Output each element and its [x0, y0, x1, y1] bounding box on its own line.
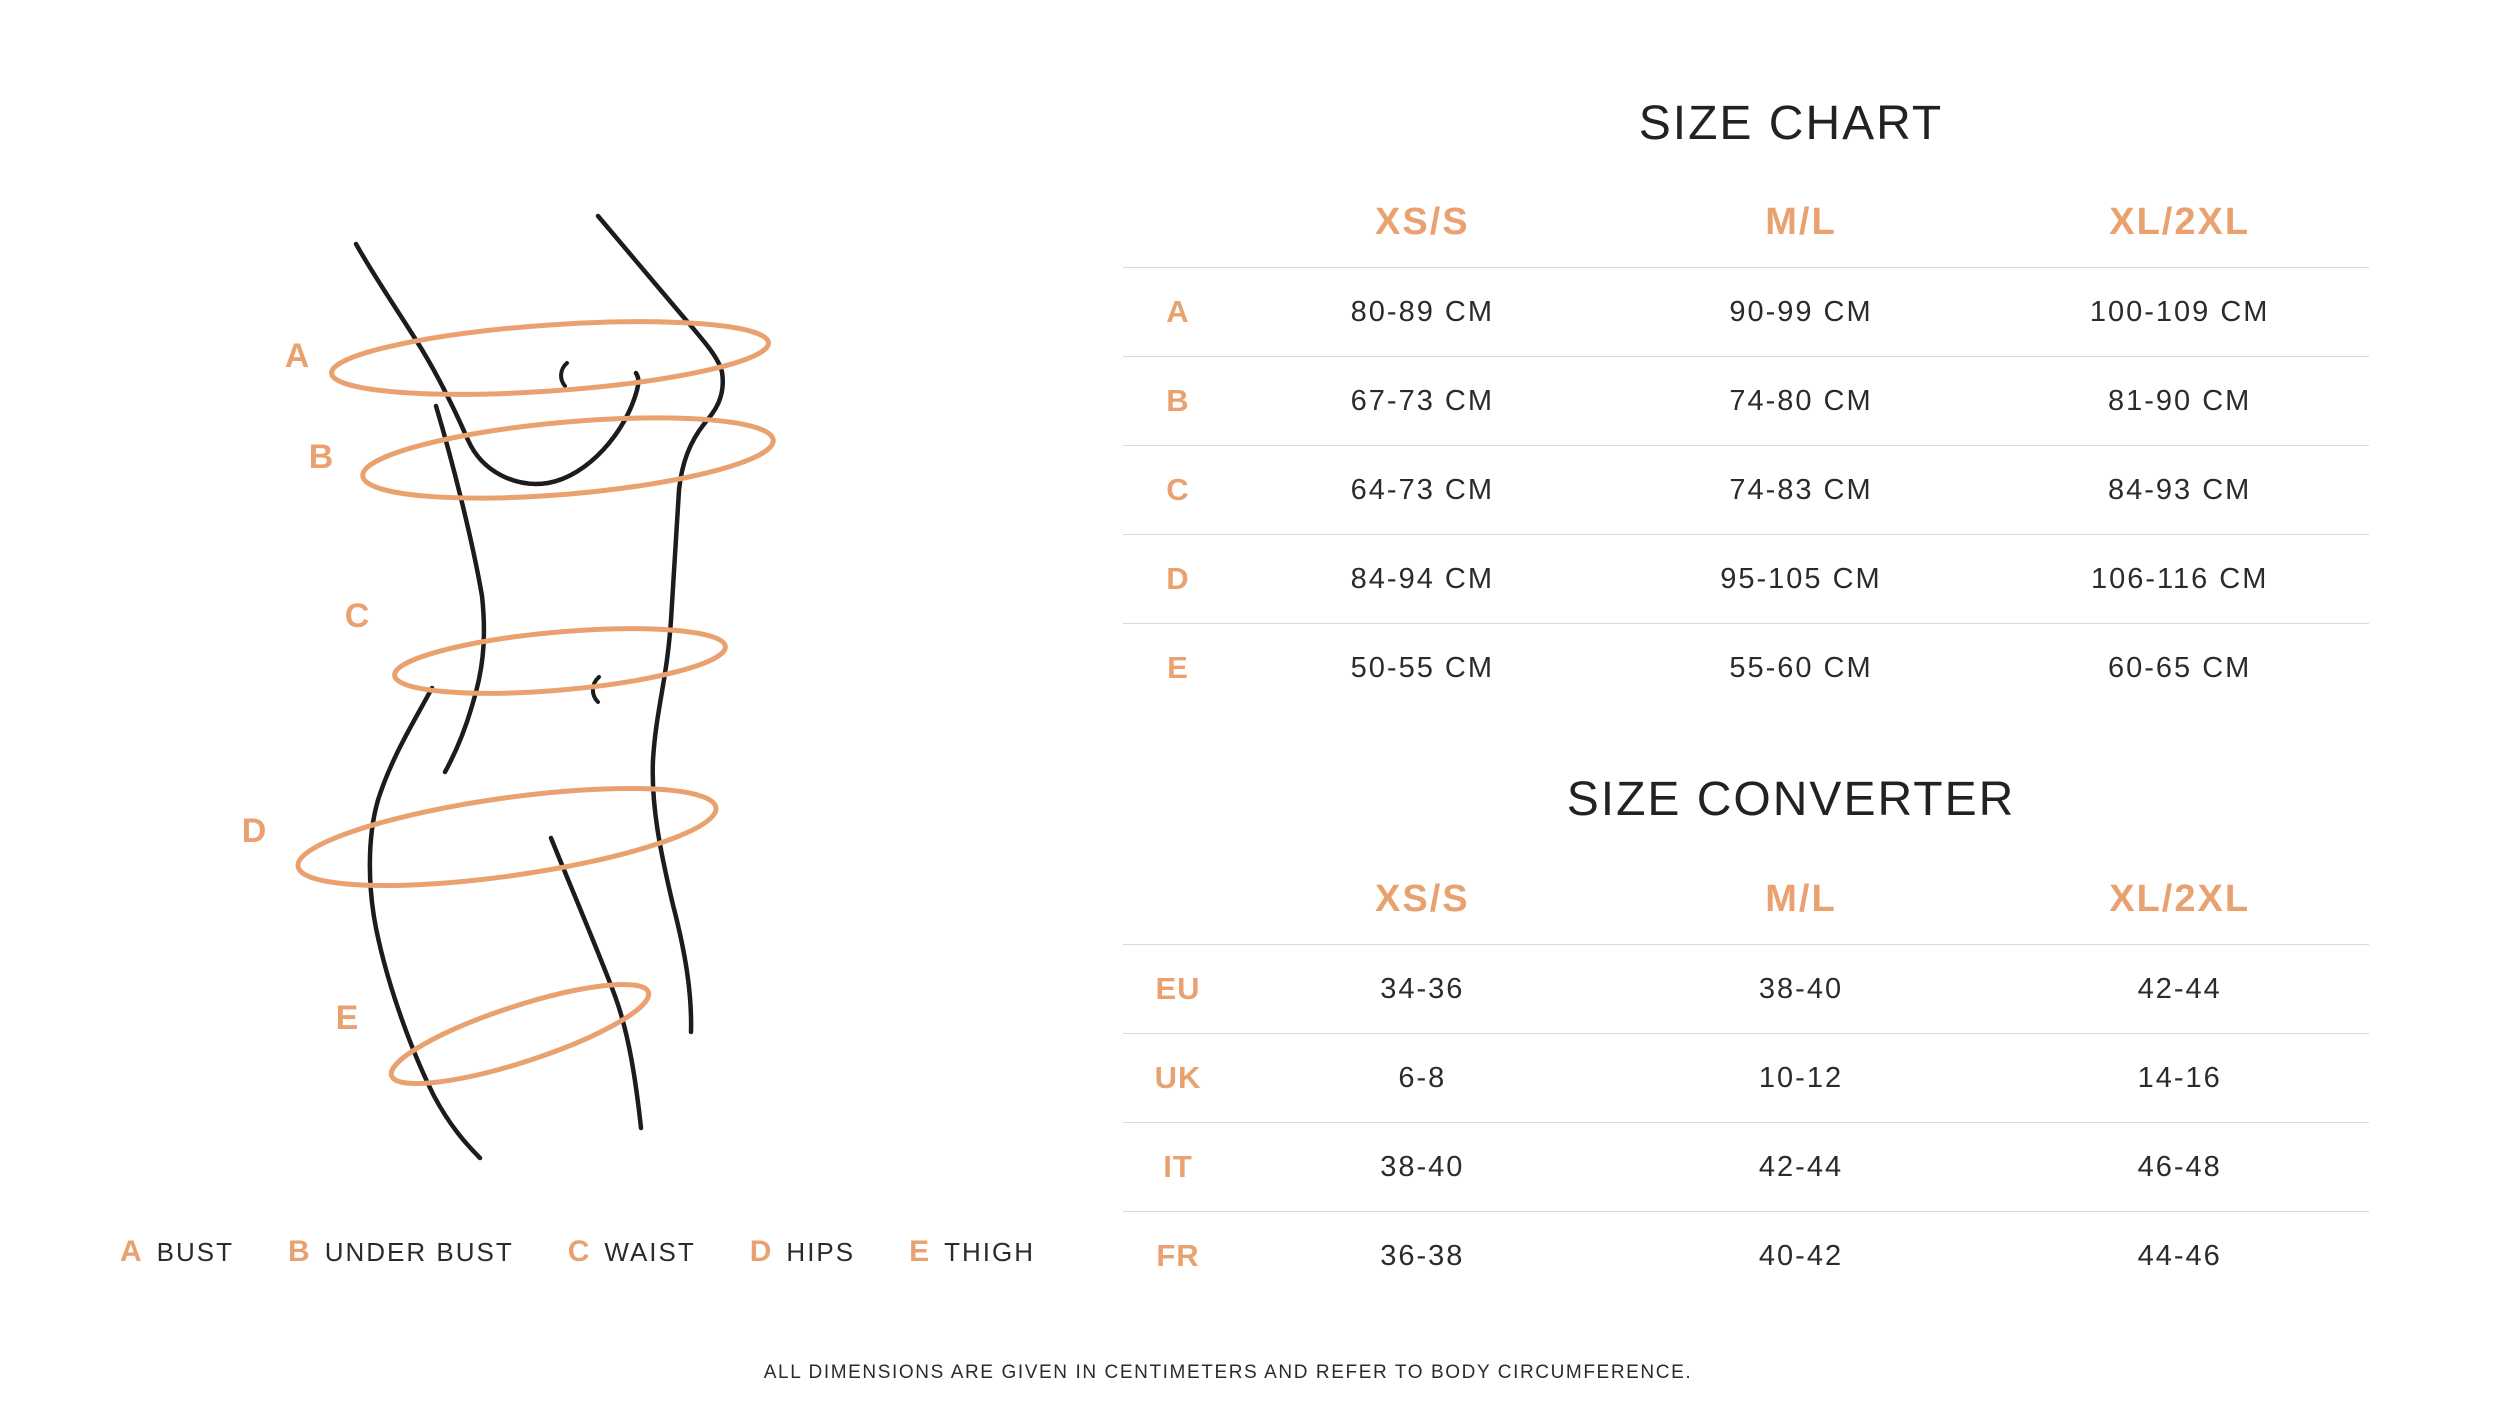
size-chart-cell: 60-65 CM — [1990, 623, 2369, 712]
size-converter-cell: 38-40 — [1612, 944, 1991, 1033]
measurement-legend — [120, 1226, 1035, 1278]
legend-item-bust — [120, 1235, 234, 1269]
size-chart-cell: 64-73 CM — [1233, 445, 1612, 534]
legend-label-bust: BUST — [156, 1236, 235, 1267]
size-chart-row-label: B — [1123, 356, 1233, 445]
legend-letter-d: D — [749, 1235, 772, 1268]
size-converter-cell: 46-48 — [1990, 1122, 2369, 1211]
thigh-measurement-ellipse — [383, 966, 657, 1103]
size-chart-cell: 84-94 CM — [1233, 534, 1612, 623]
legend-letter-a: A — [120, 1235, 142, 1268]
size-converter-cell: 6-8 — [1233, 1033, 1612, 1122]
size-converter-table — [1123, 855, 2369, 1300]
size-converter-cell: 42-44 — [1612, 1122, 1991, 1211]
size-converter-col-m-l: M/L — [1765, 878, 1837, 920]
nipple-mark — [561, 363, 567, 386]
size-chart-row-label: A — [1123, 267, 1233, 356]
size-converter-row-label: EU — [1123, 944, 1233, 1033]
size-chart-col-m-l: M/L — [1765, 201, 1837, 243]
body-measurement-figure — [120, 150, 820, 1210]
size-chart-col-xl-2xl: XL/2XL — [2109, 201, 2251, 243]
figure-label-d: D — [241, 812, 267, 850]
legend-label-under-bust: UNDER BUST — [324, 1236, 514, 1267]
size-converter-cell: 10-12 — [1612, 1033, 1991, 1122]
figure-label-c: C — [344, 597, 370, 635]
size-converter-cell: 38-40 — [1233, 1122, 1612, 1211]
legend-label-thigh: THIGH — [944, 1236, 1036, 1267]
size-chart-cell: 74-83 CM — [1612, 445, 1991, 534]
size-chart-cell: 81-90 CM — [1990, 356, 2369, 445]
bust-measurement-ellipse — [329, 310, 771, 406]
legend-letter-e: E — [909, 1235, 930, 1268]
legend-label-waist: WAIST — [604, 1236, 696, 1267]
size-chart-title: SIZE CHART — [1638, 97, 1944, 150]
size-converter-corner-cell — [1123, 855, 1233, 944]
size-chart-row-label: D — [1123, 534, 1233, 623]
left-waist-outline — [436, 406, 484, 772]
figure-label-e: E — [335, 999, 359, 1037]
left-hip-outline — [370, 688, 480, 1158]
figure-label-a: A — [284, 337, 310, 375]
navel-mark — [593, 677, 599, 702]
legend-label-hips: HIPS — [786, 1236, 856, 1267]
size-converter-col-xs-s: XS/S — [1375, 878, 1470, 920]
legend-item-hips — [750, 1235, 855, 1269]
size-converter-cell: 40-42 — [1612, 1211, 1991, 1300]
size-chart-table — [1123, 178, 2369, 712]
underbust-measurement-ellipse — [360, 404, 777, 512]
legend-item-under-bust — [288, 1235, 514, 1269]
legend-item-thigh — [909, 1235, 1035, 1269]
legend-letter-b: B — [288, 1235, 310, 1268]
size-converter-col-xl-2xl: XL/2XL — [2109, 878, 2251, 920]
left-shoulder-breast-outline — [356, 244, 638, 484]
size-chart-row-label: E — [1123, 623, 1233, 712]
size-chart-cell: 90-99 CM — [1612, 267, 1991, 356]
size-converter-cell: 34-36 — [1233, 944, 1612, 1033]
legend-item-waist — [568, 1235, 696, 1269]
size-converter-cell: 14-16 — [1990, 1033, 2369, 1122]
size-tables-panel — [1123, 88, 2369, 1300]
waist-measurement-ellipse — [392, 618, 728, 705]
size-chart-row-label: C — [1123, 445, 1233, 534]
size-chart-col-xs-s: XS/S — [1375, 201, 1470, 243]
legend-letter-c: C — [567, 1235, 590, 1268]
right-back-outline — [598, 216, 723, 1032]
size-chart-corner-cell — [1123, 178, 1233, 267]
figure-label-b: B — [308, 438, 334, 476]
size-chart-cell: 67-73 CM — [1233, 356, 1612, 445]
size-chart-cell: 80-89 CM — [1233, 267, 1612, 356]
size-chart-cell: 50-55 CM — [1233, 623, 1612, 712]
size-converter-cell: 36-38 — [1233, 1211, 1612, 1300]
size-converter-row-label: IT — [1123, 1122, 1233, 1211]
size-chart-cell: 74-80 CM — [1612, 356, 1991, 445]
size-chart-cell: 106-116 CM — [1990, 534, 2369, 623]
size-converter-cell: 42-44 — [1990, 944, 2369, 1033]
size-chart-cell: 84-93 CM — [1990, 445, 2369, 534]
size-converter-cell: 44-46 — [1990, 1211, 2369, 1300]
size-converter-title: SIZE CONVERTER — [1566, 773, 2016, 826]
dimensions-note: ALL DIMENSIONS ARE GIVEN IN CENTIMETERS AND REFER TO BODY CIRCUMFERENCE. — [763, 1362, 1693, 1383]
size-chart-cell: 55-60 CM — [1612, 623, 1991, 712]
size-converter-row-label: UK — [1123, 1033, 1233, 1122]
size-chart-cell: 95-105 CM — [1612, 534, 1991, 623]
size-converter-row-label: FR — [1123, 1211, 1233, 1300]
size-chart-cell: 100-109 CM — [1990, 267, 2369, 356]
